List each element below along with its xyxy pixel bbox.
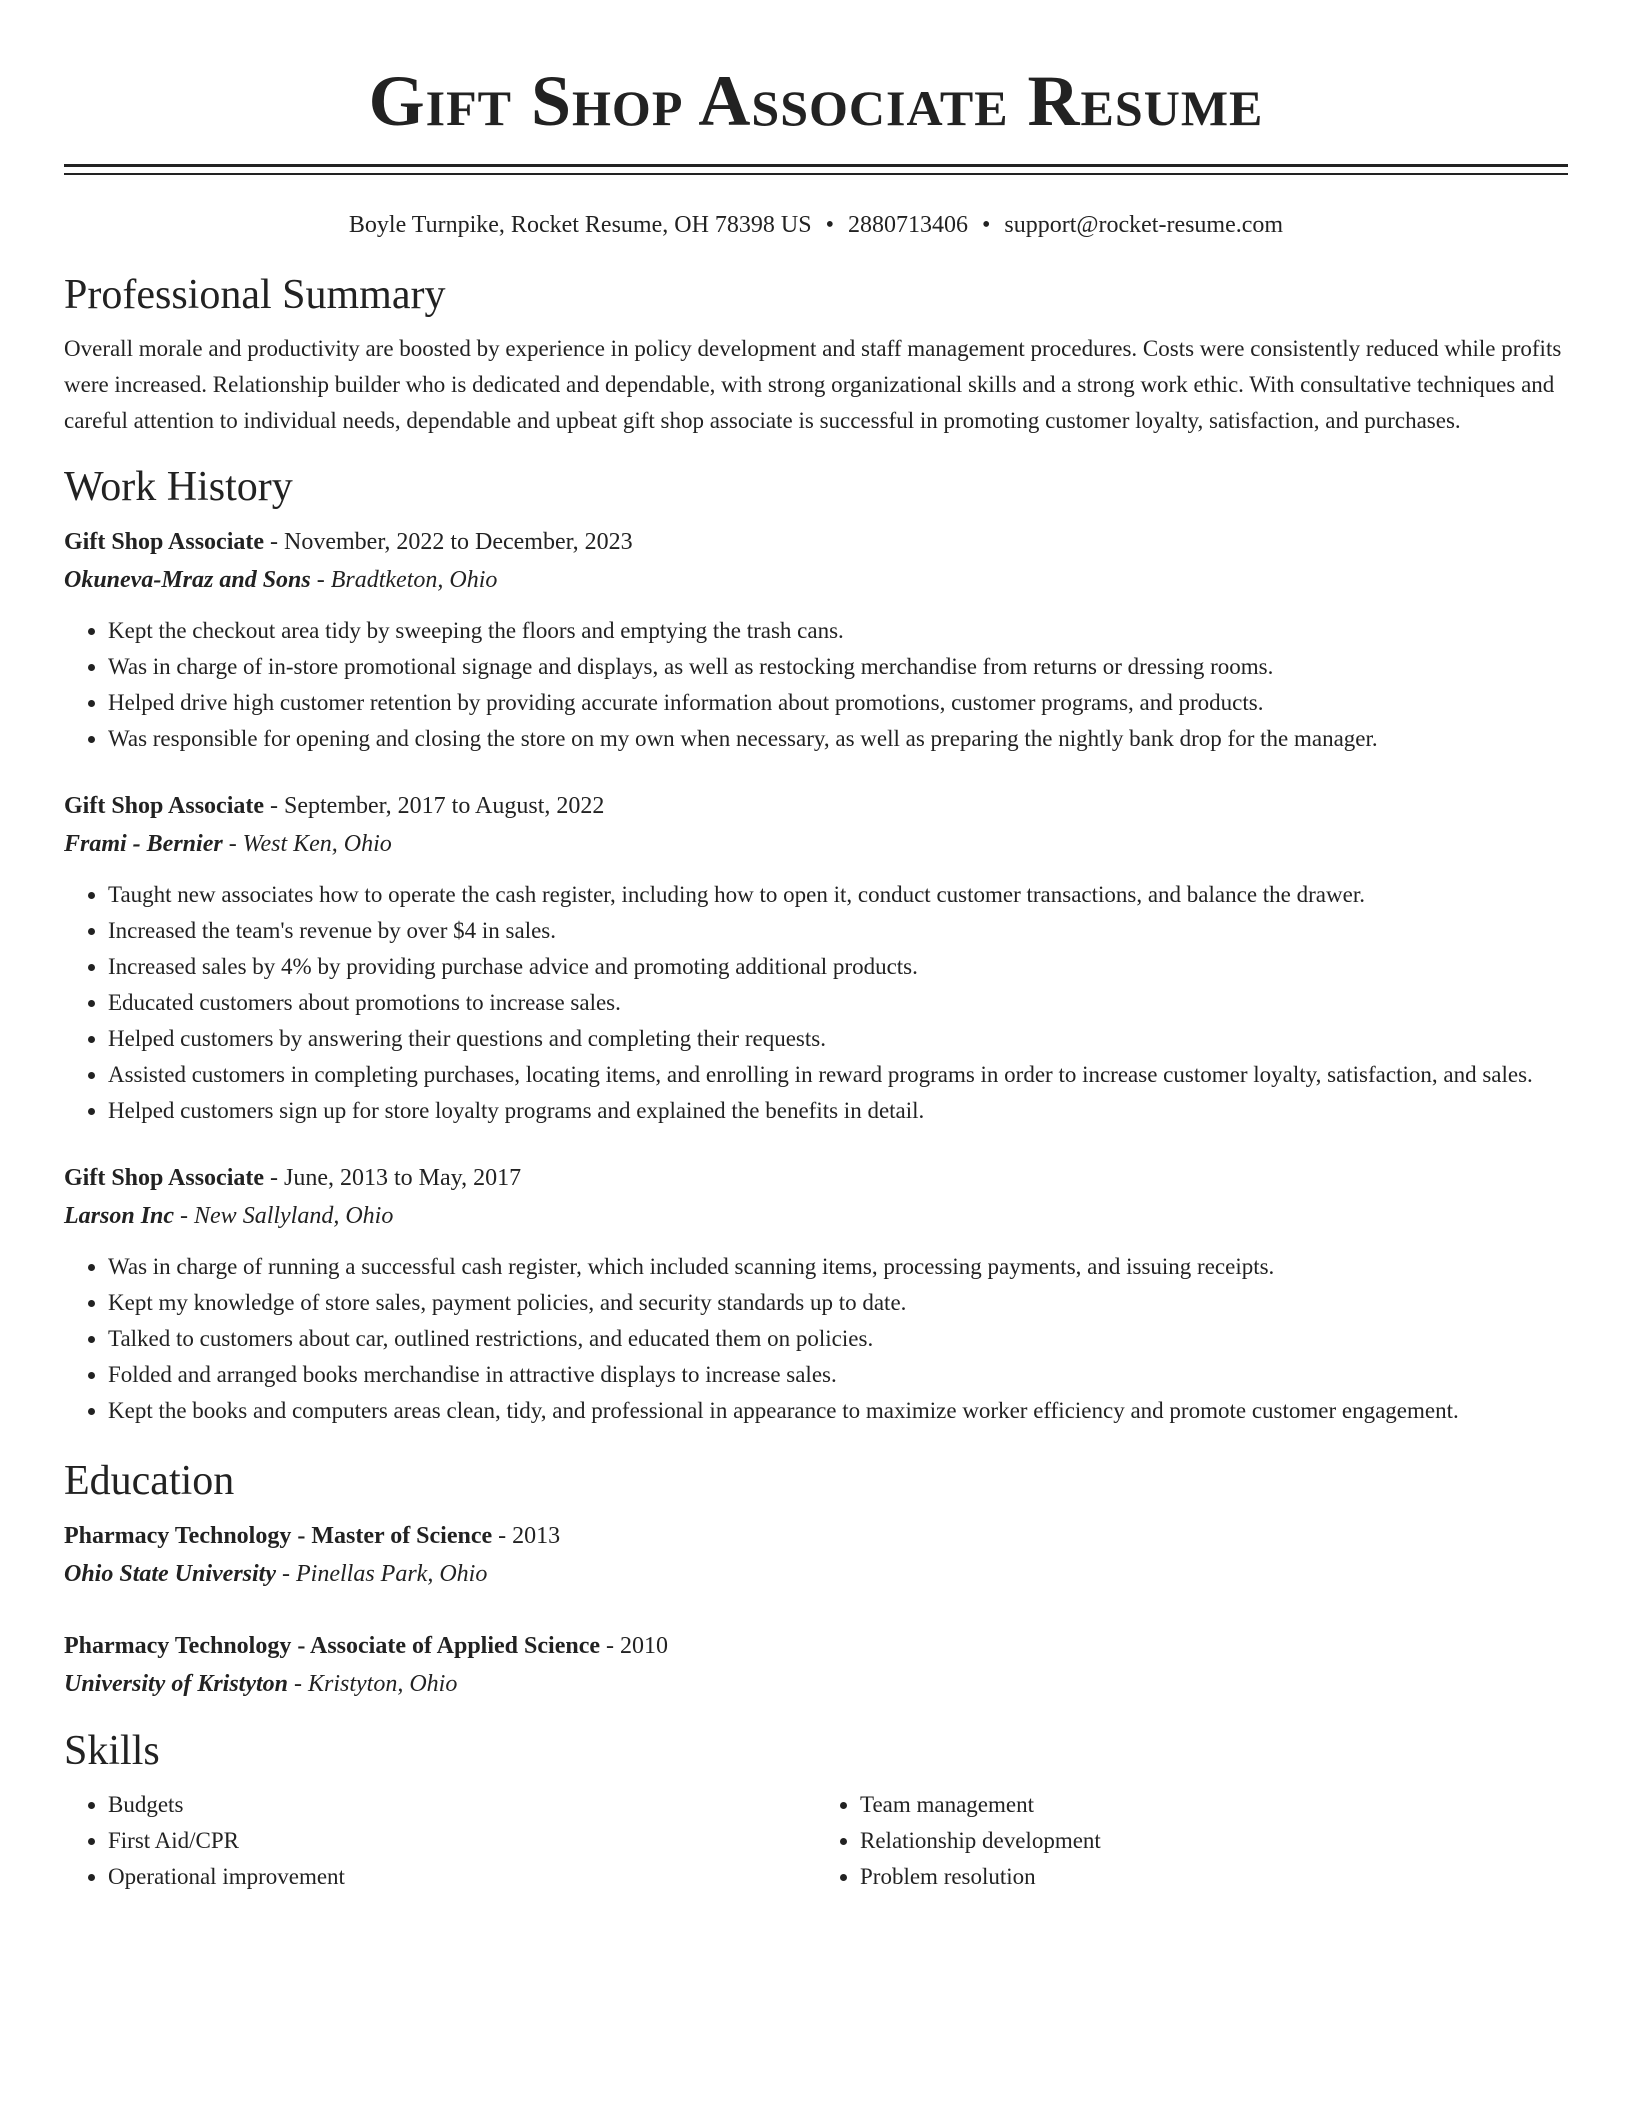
job-location: - New Sallyland, Ohio <box>174 1203 394 1229</box>
skill-item: • Problem resolution <box>860 1859 1568 1895</box>
list-item: • Folded and arranged books merchandise in attractive displays to increase sales. <box>108 1357 1568 1393</box>
list-item: • Was in charge of in-store promotional signage and displays, as well as restocking merchandise from returns or dressing rooms. <box>108 649 1568 685</box>
work-history-heading: Work History <box>64 464 293 510</box>
list-item: • Was responsible for opening and closing the store on my own when necessary, as well as preparing the nightly bank drop for the manager. <box>108 721 1568 757</box>
skills-column-right <box>816 1787 1568 1895</box>
skills-column-left <box>64 1787 816 1895</box>
contact-phone: 2880713406 <box>847 212 968 238</box>
list-item: • Increased the team's revenue by over $4 in sales. <box>108 913 1568 949</box>
degree-name: Pharmacy Technology - Master of Science <box>64 1523 493 1549</box>
summary-heading: Professional Summary <box>64 272 446 318</box>
job-company: Okuneva-Mraz and Sons <box>64 567 311 593</box>
title-rule-thin <box>64 173 1568 175</box>
education-heading: Education <box>64 1458 235 1504</box>
skills-list <box>64 1787 1568 1895</box>
list-item: • Assisted customers in completing purchases, locating items, and enrolling in reward programs in order to increase customer loyalty, satisfaction, and sales. <box>108 1057 1568 1093</box>
list-item: • Kept my knowledge of store sales, payment policies, and security standards up to date. <box>108 1285 1568 1321</box>
school-line <box>64 1665 1568 1703</box>
job-dates: - September, 2017 to August, 2022 <box>264 793 605 819</box>
job-company-line <box>64 561 1568 599</box>
job-company-line <box>64 1197 1568 1235</box>
job-company: Frami - Bernier <box>64 831 223 857</box>
list-item: • Talked to customers about car, outlined restrictions, and educated them on policies. <box>108 1321 1568 1357</box>
job-bullets <box>64 1249 1568 1429</box>
degree-line <box>64 1517 1568 1555</box>
contact-separator: • <box>825 212 834 238</box>
job-title-line <box>64 1159 1568 1197</box>
title-rule-thick <box>64 164 1568 167</box>
list-item: • Helped customers by answering their questions and completing their requests. <box>108 1021 1568 1057</box>
school-location: - Kristyton, Ohio <box>288 1671 458 1697</box>
list-item: • Was in charge of running a successful cash register, which included scanning items, processing payments, and issuing receipts. <box>108 1249 1568 1285</box>
contact-line <box>64 209 1568 241</box>
list-item: • Helped drive high customer retention by providing accurate information about promotions, customer programs, and products. <box>108 685 1568 721</box>
school-line <box>64 1555 1568 1593</box>
education-entry-1 <box>64 1517 1568 1593</box>
list-item: • Increased sales by 4% by providing purchase advice and promoting additional products. <box>108 949 1568 985</box>
list-item: • Kept the checkout area tidy by sweeping the floors and emptying the trash cans. <box>108 613 1568 649</box>
job-company-line <box>64 825 1568 863</box>
list-item: • Helped customers sign up for store loyalty programs and explained the benefits in detail. <box>108 1093 1568 1129</box>
job-company: Larson Inc <box>64 1203 175 1229</box>
degree-year: - 2013 <box>492 1523 561 1549</box>
job-dates: - November, 2022 to December, 2023 <box>264 529 633 555</box>
job-title-line <box>64 787 1568 825</box>
skills-heading: Skills <box>64 1728 160 1774</box>
job-dates: - June, 2013 to May, 2017 <box>264 1165 522 1191</box>
job-bullets <box>64 613 1568 757</box>
job-title: Gift Shop Associate <box>64 793 265 819</box>
skill-item: • Budgets <box>108 1787 816 1823</box>
list-item: • Kept the books and computers areas clean, tidy, and professional in appearance to maximize worker efficiency and promote customer engagement. <box>108 1393 1568 1429</box>
resume-title: Gift Shop Associate Resume <box>368 61 1264 141</box>
degree-line <box>64 1627 1568 1665</box>
job-title-line <box>64 523 1568 561</box>
school-location: - Pinellas Park, Ohio <box>276 1561 488 1587</box>
contact-email: support@rocket-resume.com <box>1004 212 1284 238</box>
list-item: • Educated customers about promotions to increase sales. <box>108 985 1568 1021</box>
degree-name: Pharmacy Technology - Associate of Applied Science <box>64 1633 600 1659</box>
job-entry-3 <box>64 1159 1568 1429</box>
skill-item: • First Aid/CPR <box>108 1823 816 1859</box>
school-name: University of Kristyton <box>64 1671 289 1697</box>
degree-year: - 2010 <box>600 1633 668 1659</box>
education-entry-2 <box>64 1627 1568 1703</box>
skill-item: • Team management <box>860 1787 1568 1823</box>
job-entry-2 <box>64 787 1568 1129</box>
job-location: - Bradtketon, Ohio <box>310 567 498 593</box>
job-entry-1 <box>64 523 1568 757</box>
skill-item: • Operational improvement <box>108 1859 816 1895</box>
job-title: Gift Shop Associate <box>64 529 265 555</box>
skill-item: • Relationship development <box>860 1823 1568 1859</box>
job-bullets <box>64 877 1568 1129</box>
contact-address: Boyle Turnpike, Rocket Resume, OH 78398 US <box>348 212 812 238</box>
job-title: Gift Shop Associate <box>64 1165 265 1191</box>
contact-separator: • <box>981 212 991 238</box>
summary-text: Overall morale and productivity are boosted by experience in policy development and staff management procedures. Costs were consistently reduced while profits were increased. Relationship builder who is dedicated and dependable, with strong organizational skills and a strong work ethic. With consultative techniques and careful attention to individual needs, dependable and upbeat gift shop associate is successful in promoting customer loyalty, satisfaction, and purchases. <box>64 336 1562 433</box>
job-location: - West Ken, Ohio <box>222 831 392 857</box>
school-name: Ohio State University <box>64 1561 277 1587</box>
list-item: • Taught new associates how to operate the cash register, including how to open it, conduct customer transactions, and balance the drawer. <box>108 877 1568 913</box>
